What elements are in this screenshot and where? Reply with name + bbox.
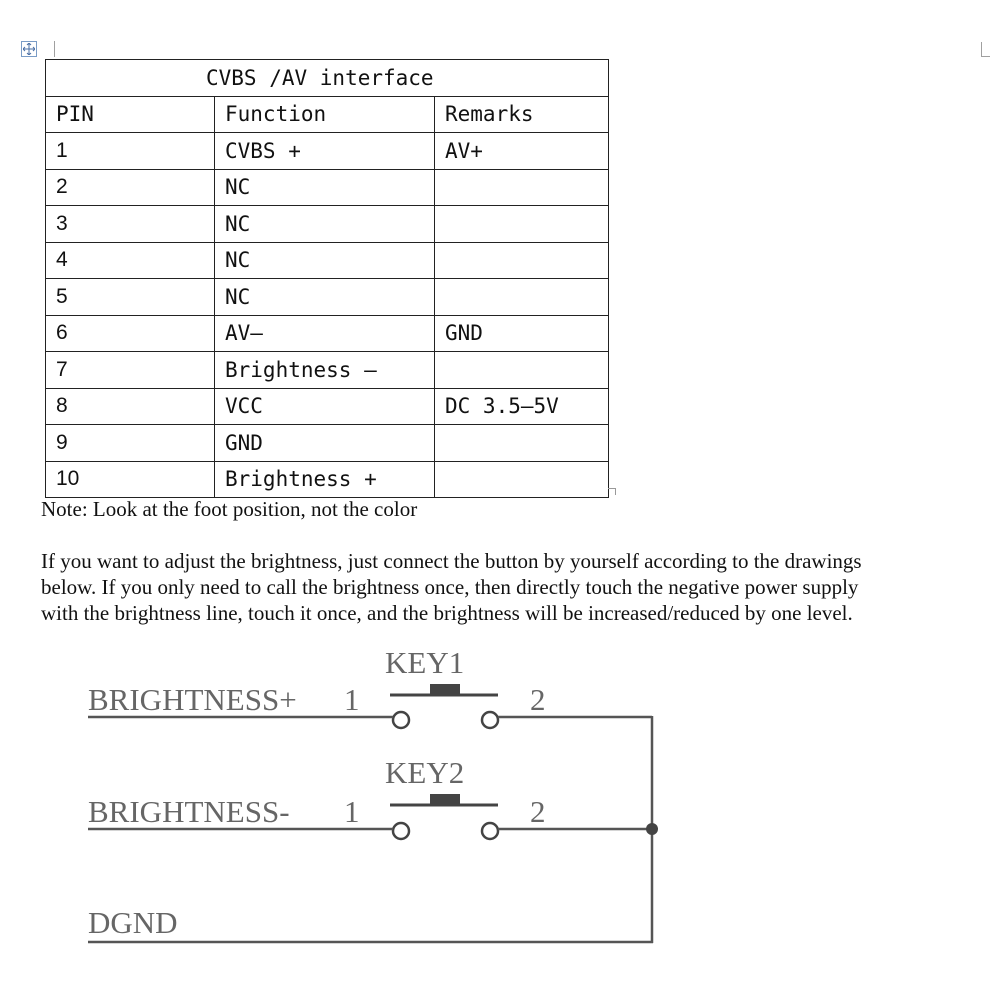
table-row <box>46 315 609 352</box>
page-corner-mark <box>981 42 990 57</box>
pin-cell: 5 <box>46 279 215 316</box>
header-function: Function <box>215 96 435 133</box>
table-title-row <box>46 60 609 97</box>
pin-cell: 3 <box>46 206 215 243</box>
paragraph-line: If you want to adjust the brightness, just connect the button by yourself according to the drawings <box>41 549 862 573</box>
function-cell: CVBS + <box>215 133 435 170</box>
remarks-cell <box>435 279 609 316</box>
table-row <box>46 242 609 279</box>
remarks-cell <box>435 425 609 462</box>
table-row <box>46 279 609 316</box>
junction-dot <box>646 823 658 835</box>
function-cell: NC <box>215 242 435 279</box>
function-cell: NC <box>215 206 435 243</box>
table-end-mark <box>608 488 616 495</box>
key1-label: KEY1 <box>385 645 465 680</box>
remarks-cell: GND <box>435 315 609 352</box>
header-remarks: Remarks <box>435 96 609 133</box>
dgnd-label: DGND <box>88 905 178 940</box>
table-header-row <box>46 96 609 133</box>
table-row <box>46 388 609 425</box>
table-row <box>46 206 609 243</box>
function-cell: NC <box>215 169 435 206</box>
instruction-paragraph <box>41 548 976 626</box>
key2-pin2-label: 2 <box>530 794 546 829</box>
table-row <box>46 133 609 170</box>
table-edge-marker <box>54 41 55 57</box>
paragraph-line: with the brightness line, touch it once, and the brightness will be increased/reduced by one level. <box>41 601 853 625</box>
table-title: CVBS /AV interface <box>46 60 609 97</box>
function-cell: VCC <box>215 388 435 425</box>
pin-cell: 10 <box>46 461 215 498</box>
remarks-cell <box>435 352 609 389</box>
table-row <box>46 461 609 498</box>
pin-cell: 4 <box>46 242 215 279</box>
function-cell: NC <box>215 279 435 316</box>
key1-pin2-label: 2 <box>530 682 546 717</box>
remarks-cell: AV+ <box>435 133 609 170</box>
paragraph-line: below. If you only need to call the brightness once, then directly touch the negative power supply <box>41 575 859 599</box>
wiring-diagram <box>0 640 1000 1000</box>
pin-cell: 8 <box>46 388 215 425</box>
pin-cell: 1 <box>46 133 215 170</box>
function-cell: Brightness – <box>215 352 435 389</box>
function-cell: GND <box>215 425 435 462</box>
key2-pin1-label: 1 <box>344 794 360 829</box>
key1-switch <box>390 684 498 728</box>
pin-cell: 7 <box>46 352 215 389</box>
brightness-minus-label: BRIGHTNESS- <box>88 794 290 829</box>
pin-cell: 6 <box>46 315 215 352</box>
remarks-cell <box>435 242 609 279</box>
remarks-cell <box>435 461 609 498</box>
cvbs-pin-table <box>45 59 609 498</box>
table-move-handle[interactable] <box>21 41 37 57</box>
remarks-cell <box>435 206 609 243</box>
function-cell: Brightness + <box>215 461 435 498</box>
key2-switch <box>390 794 498 839</box>
note-text: Note: Look at the foot position, not the color <box>41 497 418 521</box>
function-cell: AV— <box>215 315 435 352</box>
brightness-plus-label: BRIGHTNESS+ <box>88 682 297 717</box>
key1-pin1-label: 1 <box>344 682 360 717</box>
header-pin: PIN <box>46 96 215 133</box>
remarks-cell: DC 3.5—5V <box>435 388 609 425</box>
table-row <box>46 352 609 389</box>
pin-cell: 9 <box>46 425 215 462</box>
pin-cell: 2 <box>46 169 215 206</box>
table-row <box>46 169 609 206</box>
remarks-cell <box>435 169 609 206</box>
key2-label: KEY2 <box>385 755 465 790</box>
move-icon <box>23 43 35 55</box>
table-row <box>46 425 609 462</box>
